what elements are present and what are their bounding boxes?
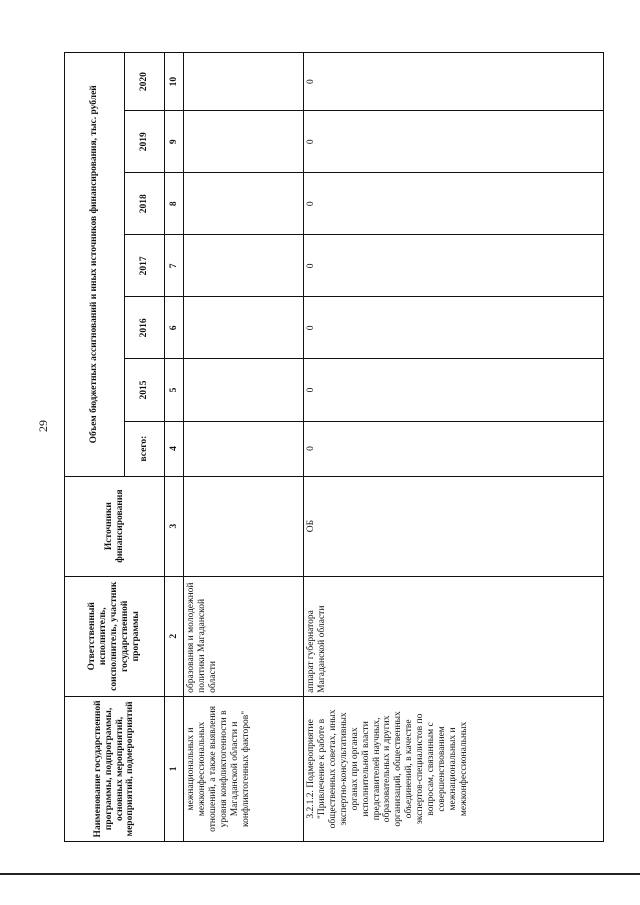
header-year-2018: 2018	[125, 173, 165, 235]
table-row	[304, 53, 604, 842]
row-value-2015: 0	[304, 359, 604, 421]
row-executor: образования и молодежной политики Магаданской области	[184, 576, 304, 696]
row-funding-source: ОБ	[304, 476, 604, 576]
row-value-2020	[184, 53, 304, 111]
row-program-name: 3.2.1.2. Подмероприятие "Привлечение к работе в общественных советах, иных экспертно-консультативных органах при органах исполнительной власти представителей научных, образовательных и других организаций, общественных объединений, в качестве экспертов-специалистов по вопросам, связанным с совершенствованием межнациональных и межконфессиональных	[304, 696, 604, 841]
row-executor: аппарат губернатора Магаданской области	[304, 576, 604, 696]
table-row	[184, 53, 304, 842]
header-year-2020: 2020	[125, 53, 165, 111]
col-number: 3	[165, 476, 184, 576]
header-program-name: Наименование государственной программы, подпрограммы, основных мероприятий, мероприятий, подмероприятий	[65, 696, 165, 841]
header-year-2016: 2016	[125, 297, 165, 359]
header-year-2019: 2019	[125, 111, 165, 173]
row-value-2020: 0	[304, 53, 604, 111]
row-value-total	[184, 421, 304, 476]
header-funding-source: Источники финансирования	[65, 476, 165, 576]
row-value-2018: 0	[304, 173, 604, 235]
col-number: 9	[165, 111, 184, 173]
row-value-2015	[184, 359, 304, 421]
col-number: 6	[165, 297, 184, 359]
row-value-2017	[184, 235, 304, 297]
row-value-2018	[184, 173, 304, 235]
col-number: 4	[165, 421, 184, 476]
column-number-row	[165, 53, 184, 842]
row-value-2016: 0	[304, 297, 604, 359]
col-number: 1	[165, 696, 184, 841]
header-executor: Ответственный исполнитель, соисполнитель, участник государственной программы	[65, 576, 165, 696]
row-value-total: 0	[304, 421, 604, 476]
header-year-2015: 2015	[125, 359, 165, 421]
header-funding-volume: Объем бюджетных ассигнований и иных источников финансирования, тыс. рублей	[65, 53, 125, 477]
col-number: 8	[165, 173, 184, 235]
col-number: 7	[165, 235, 184, 297]
row-program-name: межнациональных и межконфессиональных отношений, а также выявления уровня конфликтогенности в Магаданской области и конфликтогенных факторов"	[184, 696, 304, 841]
header-total: всего:	[125, 421, 165, 476]
col-number: 10	[165, 53, 184, 111]
rotated-page-content	[64, 52, 614, 842]
col-number: 5	[165, 359, 184, 421]
col-number: 2	[165, 576, 184, 696]
row-value-2017: 0	[304, 235, 604, 297]
header-year-2017: 2017	[125, 235, 165, 297]
row-value-2019: 0	[304, 111, 604, 173]
bottom-rule	[0, 873, 640, 875]
row-funding-source	[184, 476, 304, 576]
financing-table	[64, 52, 604, 842]
row-value-2016	[184, 297, 304, 359]
page-number: 29	[36, 420, 50, 432]
row-value-2019	[184, 111, 304, 173]
